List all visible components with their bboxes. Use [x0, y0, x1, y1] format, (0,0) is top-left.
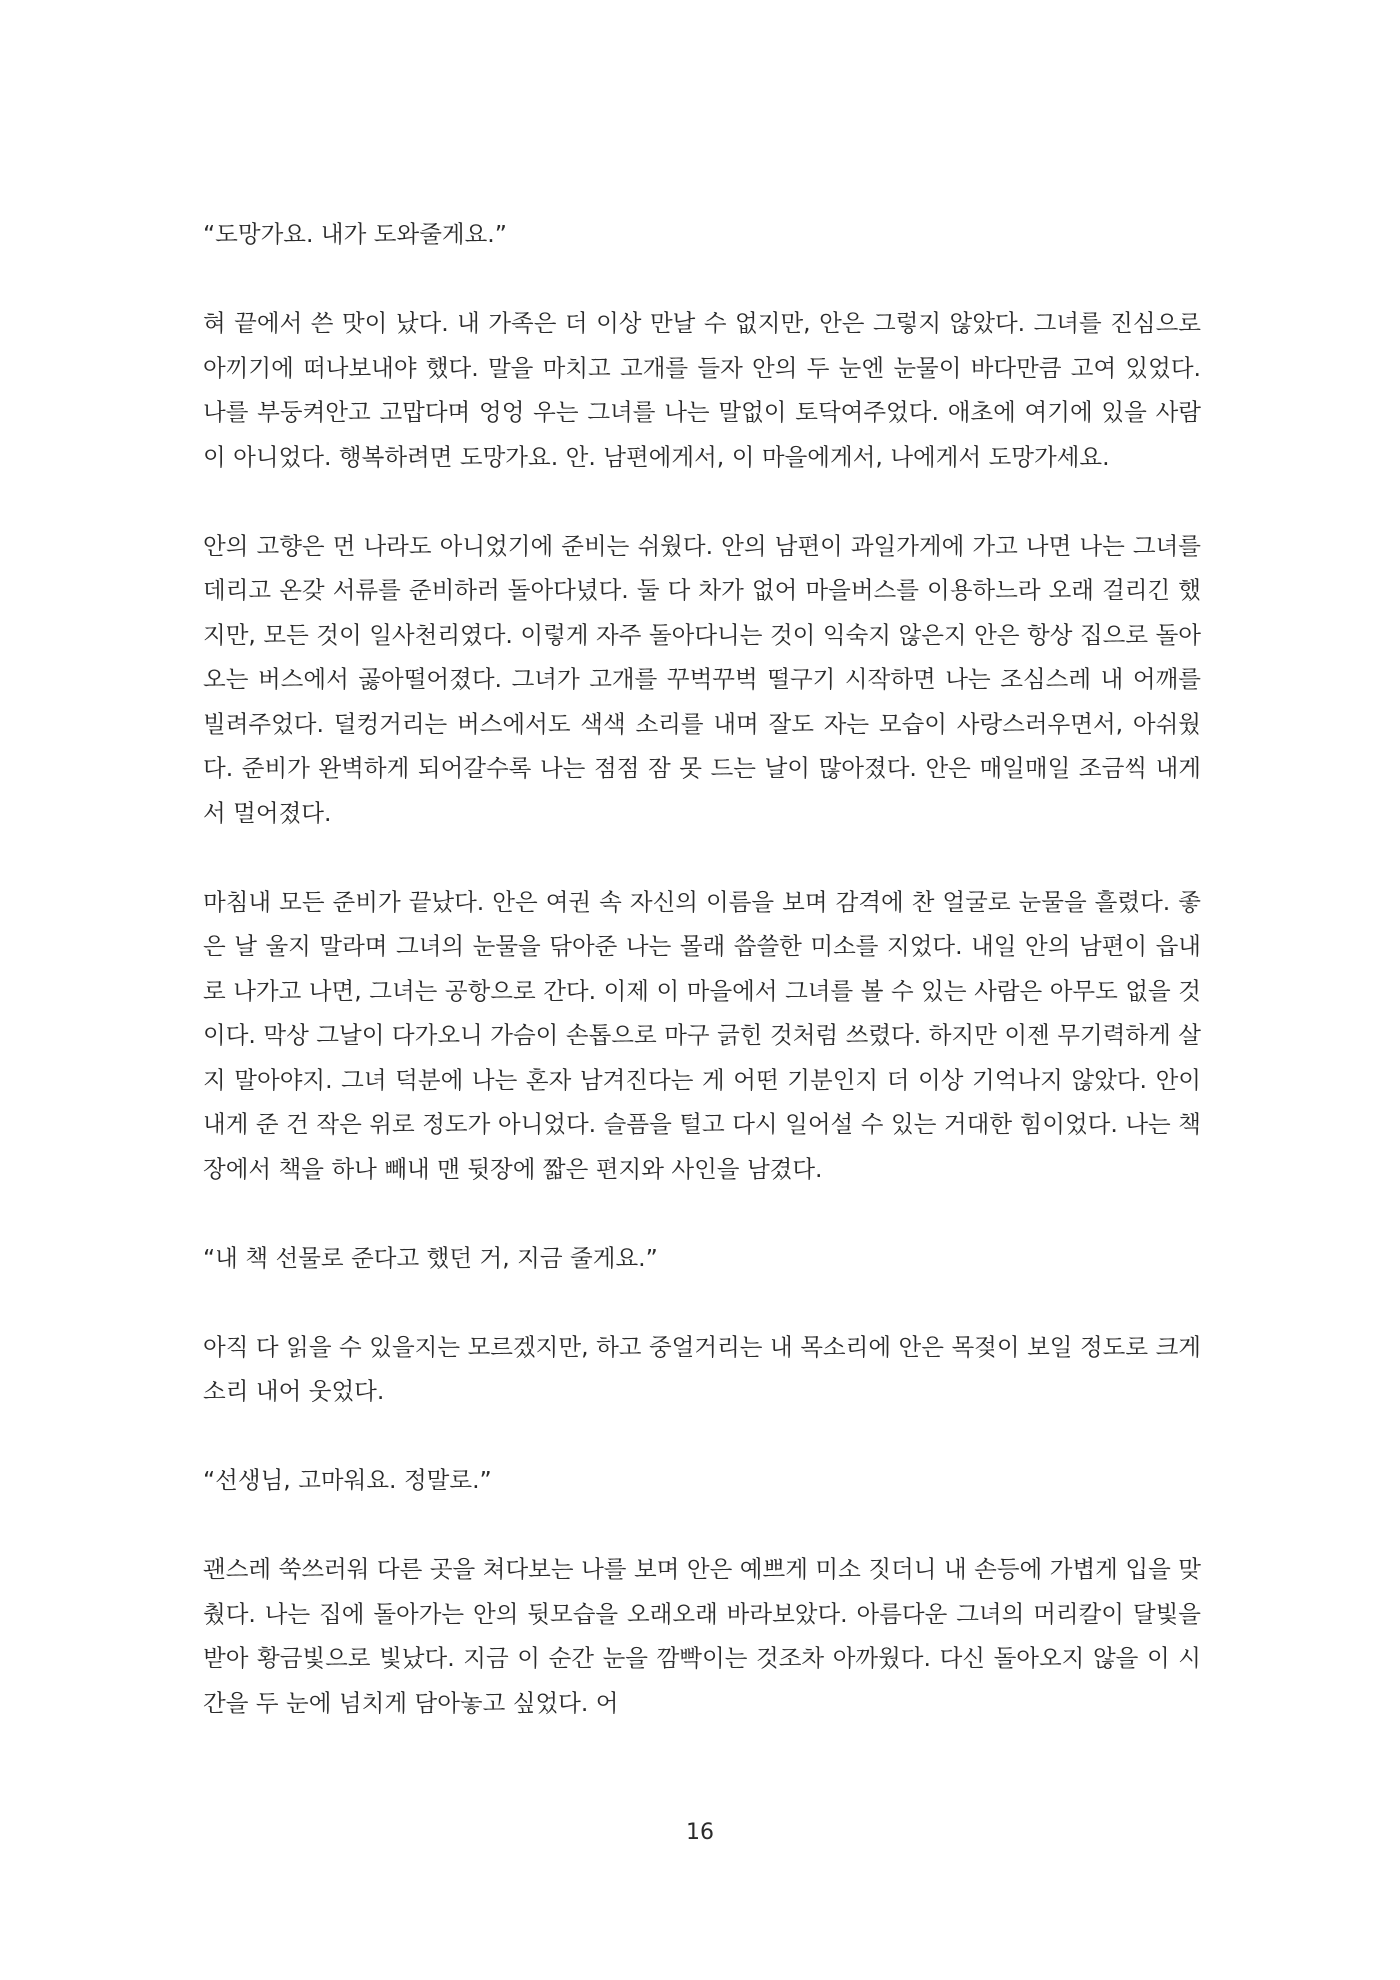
- page-number: 16: [686, 1820, 714, 1845]
- narrative-paragraph: 아직 다 읽을 수 있을지는 모르겠지만, 하고 중얼거리는 내 목소리에 안은 목젖이 보일 정도로 크게 소리 내어 웃었다.: [203, 1332, 1201, 1405]
- narrative-paragraph: 혀 끝에서 쓴 맛이 났다. 내 가족은 더 이상 만날 수 없지만, 안은 그렇지 않았다. 그녀를 진심으로 아끼기에 떠나보내야 했다. 말을 마치고 고개를 들자 안의 두 눈엔 눈물이 바다만큼 고여 있었다. 나를 부둥켜안고 고맙다며 엉엉 우는 그녀를 나는 말없이 토닥여주었다. 애초에 여기에 있을 사람이 아니었다. 행복하려면 도망가요. 안. 남편에게서, 이 마을에게서, 나에게서 도망가세요.: [203, 309, 1201, 471]
- narrative-paragraph: 안의 고향은 먼 나라도 아니었기에 준비는 쉬웠다. 안의 남편이 과일가게에 가고 나면 나는 그녀를 데리고 온갖 서류를 준비하러 돌아다녔다. 둘 다 차가 없어 마을버스를 이용하느라 오래 걸리긴 했지만, 모든 것이 일사천리였다. 이렇게 자주 돌아다니는 것이 익숙지 않은지 안은 항상 집으로 돌아오는 버스에서 곯아떨어졌다. 그녀가 고개를 꾸벅꾸벅 떨구기 시작하면 나는 조심스레 내 어깨를 빌려주었다. 덜컹거리는 버스에서도 색색 소리를 내며 잘도 자는 모습이 사랑스러우면서, 아쉬웠다. 준비가 완벽하게 되어갈수록 나는 점점 잠 못 드는 날이 많아졌다. 안은 매일매일 조금씩 내게서 멀어졌다.: [203, 531, 1201, 827]
- narrative-paragraph: 마침내 모든 준비가 끝났다. 안은 여권 속 자신의 이름을 보며 감격에 찬 얼굴로 눈물을 흘렸다. 좋은 날 울지 말라며 그녀의 눈물을 닦아준 나는 몰래 씁쓸한 미소를 지었다. 내일 안의 남편이 읍내로 나가고 나면, 그녀는 공항으로 간다. 이제 이 마을에서 그녀를 볼 수 있는 사람은 아무도 없을 것이다. 막상 그날이 다가오니 가슴이 손톱으로 마구 긁힌 것처럼 쓰렸다. 하지만 이젠 무기력하게 살지 말아야지. 그녀 덕분에 나는 혼자 남겨진다는 게 어떤 기분인지 더 이상 기억나지 않았다. 안이 내게 준 건 작은 위로 정도가 아니었다. 슬픔을 털고 다시 일어설 수 있는 거대한 힘이었다. 나는 책장에서 책을 하나 빼내 맨 뒷장에 짧은 편지와 사인을 남겼다.: [203, 887, 1201, 1183]
- dialogue-paragraph: “선생님, 고마워요. 정말로.”: [203, 1466, 492, 1494]
- narrative-paragraph: 괜스레 쑥쓰러워 다른 곳을 쳐다보는 나를 보며 안은 예쁘게 미소 짓더니 내 손등에 가볍게 입을 맞췄다. 나는 집에 돌아가는 안의 뒷모습을 오래오래 바라보았다. 아름다운 그녀의 머리칼이 달빛을 받아 황금빛으로 빛났다. 지금 이 순간 눈을 깜빡이는 것조차 아까웠다. 다신 돌아오지 않을 이 시간을 두 눈에 넘치게 담아놓고 싶었다. 어: [203, 1555, 1201, 1717]
- dialogue-paragraph: “내 책 선물로 준다고 했던 거, 지금 줄게요.”: [203, 1243, 658, 1272]
- body-text: [203, 212, 1201, 1725]
- dialogue-paragraph: “도망가요. 내가 도와줄게요.”: [203, 220, 507, 248]
